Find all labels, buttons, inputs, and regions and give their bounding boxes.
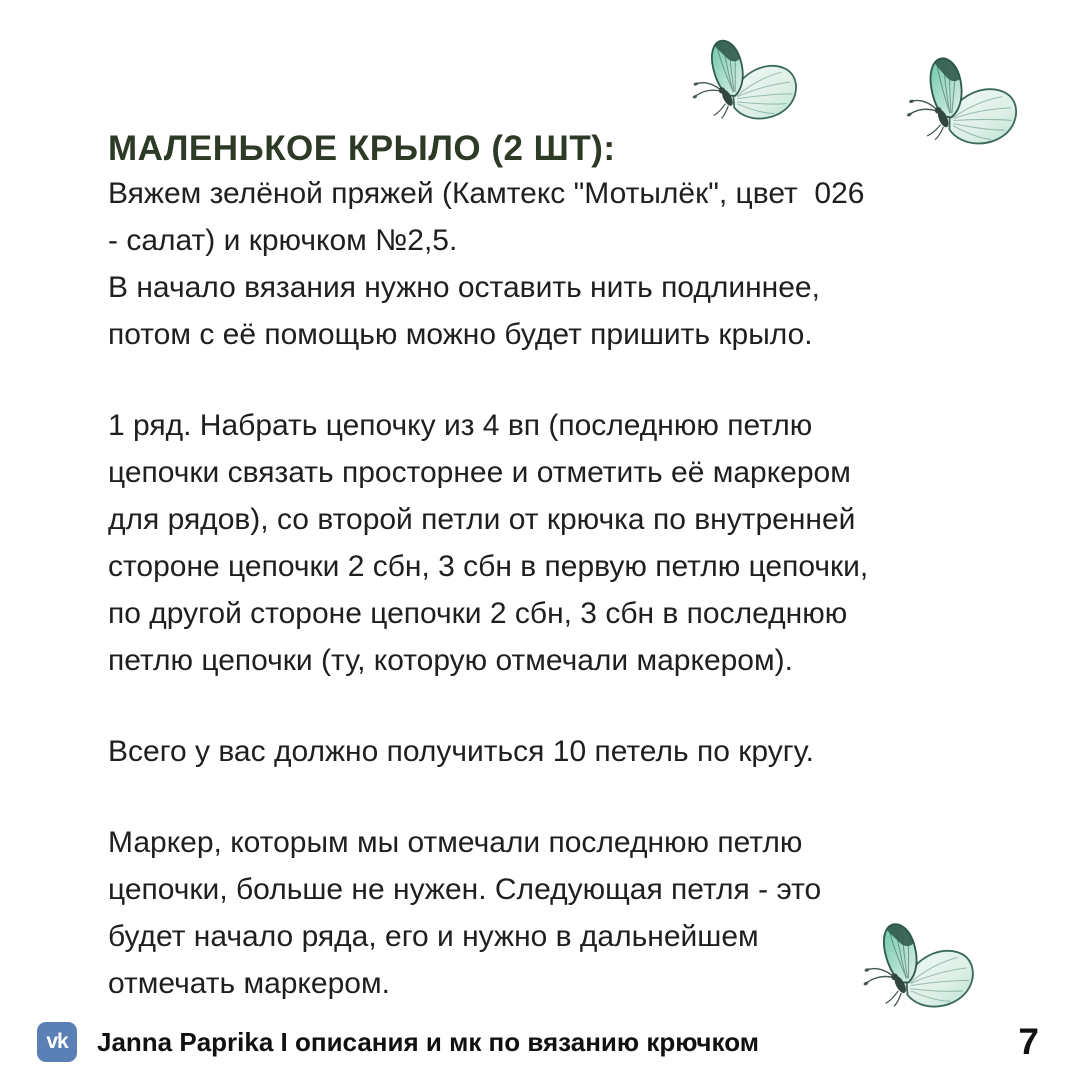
text-line: потом с её помощью можно будет пришить крыло. <box>108 318 813 351</box>
butterfly-icon <box>855 918 987 1022</box>
text-line: Вяжем зелёной пряжей (Камтекс "Мотылёк", цвет 026 <box>108 177 865 210</box>
body-text <box>108 170 868 1051</box>
vk-icon: vk <box>37 1022 77 1062</box>
paragraph <box>108 170 868 358</box>
text-line: Всего у вас должно получиться 10 петель по кругу. <box>108 735 814 768</box>
text-line: отмечать маркером. <box>108 967 390 1000</box>
paragraph <box>108 728 868 775</box>
text-line: цепочки, больше не нужен. Следующая петля - это <box>108 873 822 906</box>
text-line: петлю цепочки (ту, которую отмечали маркером). <box>108 644 793 677</box>
page-title: МАЛЕНЬКОЕ КРЫЛО (2 ШТ): <box>108 129 616 169</box>
paragraph <box>108 819 868 1007</box>
text-line: 1 ряд. Набрать цепочку из 4 вп (последнюю петлю <box>108 409 813 442</box>
footer-credit: Janna Paprika I описания и мк по вязанию крючком <box>97 1026 759 1057</box>
butterfly-icon <box>898 45 1031 167</box>
text-line: цепочки связать просторнее и отметить её маркером <box>108 456 851 489</box>
footer <box>37 1020 1043 1064</box>
text-line: будет начало ряда, его и нужно в дальнейшем <box>108 920 759 953</box>
page-number: 7 <box>1018 1021 1039 1062</box>
text-line: В начало вязания нужно оставить нить подлиннее, <box>108 271 820 304</box>
butterfly-icon <box>688 32 806 136</box>
text-line: Маркер, которым мы отмечали последнюю петлю <box>108 826 803 859</box>
paragraph <box>108 402 868 684</box>
text-line: - салат) и крючком №2,5. <box>108 224 458 257</box>
text-line: по другой стороне цепочки 2 сбн, 3 сбн в последнюю <box>108 597 848 630</box>
text-line: для рядов), со второй петли от крючка по внутренней <box>108 503 856 536</box>
text-line: стороне цепочки 2 сбн, 3 сбн в первую петлю цепочки, <box>108 550 869 583</box>
